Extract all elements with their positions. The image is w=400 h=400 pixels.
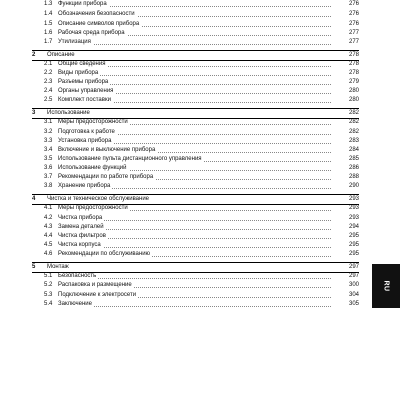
toc-title-text: Замена деталей (58, 224, 104, 230)
toc-title-text: Безопасность (58, 273, 97, 279)
toc-entry-row[interactable] (32, 291, 359, 300)
toc-title-text: Описание символов прибора (58, 21, 140, 27)
toc-page-number: 282 (348, 110, 359, 116)
toc-page-number: 276 (348, 1, 359, 7)
toc-entry-row[interactable] (32, 232, 359, 241)
toc-page-number: 277 (348, 39, 359, 45)
toc-page-number: 285 (348, 156, 359, 162)
toc-title (58, 146, 329, 155)
toc-title-text: Чистка и техническое обслуживание (47, 196, 150, 202)
toc-number: 1.4 (44, 11, 53, 17)
toc-entry-row[interactable] (32, 20, 359, 29)
toc-number: 2.1 (44, 61, 53, 67)
toc-title-text: Описание (47, 52, 75, 58)
toc-chapter-row[interactable] (32, 108, 359, 119)
toc-title (58, 173, 329, 182)
toc-title (58, 118, 329, 127)
toc-title-text: Рекомендации по работе прибора (58, 174, 154, 180)
toc-title-text: Утилизация (58, 39, 91, 45)
toc-number: 1.5 (44, 21, 53, 27)
toc-page-number: 278 (348, 61, 359, 67)
toc-entry-row[interactable] (32, 250, 359, 259)
toc-number: 3.4 (44, 147, 53, 153)
toc-entry-row[interactable] (32, 146, 359, 155)
toc-title (58, 10, 329, 19)
toc-title (58, 78, 329, 87)
toc-number: 1.3 (44, 1, 53, 7)
toc-entry-row[interactable] (32, 38, 359, 47)
toc-title-text: Виды прибора (58, 70, 99, 76)
toc-title-text: Чистка фильтров (58, 233, 106, 239)
toc-entry-row[interactable] (32, 223, 359, 232)
toc-title (47, 195, 329, 204)
toc-entry-row[interactable] (32, 182, 359, 191)
toc-page-number: 294 (348, 224, 359, 230)
toc-entry-row[interactable] (32, 155, 359, 164)
toc-title (47, 51, 329, 60)
toc-title-text: Органы управления (58, 88, 114, 94)
toc-entry-row[interactable] (32, 0, 359, 9)
toc-title-text: Функции прибора (58, 1, 107, 7)
toc-title-text: Разъемы прибора (58, 79, 109, 85)
toc-number: 1.7 (44, 39, 53, 45)
toc-entry-row[interactable] (32, 10, 359, 19)
toc-page-number: 276 (348, 21, 359, 27)
toc-entry-row[interactable] (32, 69, 359, 78)
toc-entry-row[interactable] (32, 241, 359, 250)
toc-page-number: 282 (348, 129, 359, 135)
toc-title-text: Подготовка к работе (58, 129, 115, 135)
toc-entry-row[interactable] (32, 87, 359, 96)
toc-title (58, 96, 329, 105)
toc-page-number: 295 (348, 251, 359, 257)
toc-title (58, 241, 329, 250)
toc-page-number: 295 (348, 242, 359, 248)
toc-page-number: 286 (348, 165, 359, 171)
toc-page-number: 297 (348, 273, 359, 279)
toc-page-number: 290 (348, 183, 359, 189)
toc-number: 5.3 (44, 292, 53, 298)
toc-title-text: Использование функций (58, 165, 127, 171)
toc-title (58, 214, 329, 223)
toc-number: 2.2 (44, 70, 53, 76)
toc-page-number: 297 (348, 264, 359, 270)
toc-page-number: 293 (348, 215, 359, 221)
toc-entry-row[interactable] (32, 60, 359, 69)
toc-page-number: 276 (348, 11, 359, 17)
toc-number: 3.1 (44, 119, 53, 125)
toc-page-number: 288 (348, 174, 359, 180)
toc-title (58, 272, 329, 281)
toc-number: 5 (32, 264, 36, 270)
toc-number: 5.4 (44, 301, 53, 307)
toc-entry-row[interactable] (32, 272, 359, 281)
toc-page-number: 280 (348, 88, 359, 94)
toc-number: 4.5 (44, 242, 53, 248)
toc-number: 3 (32, 110, 36, 116)
toc-entry-row[interactable] (32, 300, 359, 309)
toc-title-text: Монтаж (47, 264, 69, 270)
toc-title (58, 232, 329, 241)
toc-title-text: Меры предосторожности (58, 205, 128, 211)
toc-title-text: Распаковка и размещение (58, 282, 132, 288)
toc-title (58, 155, 329, 164)
toc-title (58, 204, 329, 213)
toc-title-text: Рекомендации по обслуживанию (58, 251, 151, 257)
toc-title (58, 281, 329, 290)
toc-title (47, 263, 329, 272)
toc-chapter-row[interactable] (32, 50, 359, 61)
toc-title-text: Обозначения безопасности (58, 11, 135, 17)
toc-title-text: Хранение прибора (58, 183, 111, 189)
toc-entry-row[interactable] (32, 78, 359, 87)
toc-number: 2.5 (44, 97, 53, 103)
toc-number: 4.6 (44, 251, 53, 257)
toc-entry-row[interactable] (32, 128, 359, 137)
toc-number: 3.2 (44, 129, 53, 135)
toc-title (47, 109, 329, 118)
toc-title-text: Общие сведения (58, 61, 106, 67)
toc-title-text: Использование пульта дистанционного управления (58, 156, 202, 162)
toc-title (58, 223, 329, 232)
toc-title (58, 164, 329, 173)
toc-page-number: 295 (348, 233, 359, 239)
toc-entry-row[interactable] (32, 29, 359, 38)
toc-number: 4 (32, 196, 36, 202)
toc-title-text: Включение и выключение прибора (58, 147, 156, 153)
toc-title (58, 128, 329, 137)
toc-title (58, 20, 329, 29)
toc-number: 5.2 (44, 282, 53, 288)
toc-title-text: Чистка прибора (58, 215, 103, 221)
toc-page-number: 283 (348, 138, 359, 144)
toc-title (58, 182, 329, 191)
toc-number: 3.5 (44, 156, 53, 162)
toc-entry-row[interactable] (32, 164, 359, 173)
toc-page-number: 293 (348, 196, 359, 202)
toc-number: 3.7 (44, 174, 53, 180)
toc-title (58, 291, 329, 300)
toc-number: 3.3 (44, 138, 53, 144)
toc-page-number: 277 (348, 30, 359, 36)
toc-page-number: 284 (348, 147, 359, 153)
toc-title (58, 87, 329, 96)
toc-title-text: Рабочая среда прибора (58, 30, 125, 36)
toc-title (58, 137, 329, 146)
toc-page-number: 282 (348, 119, 359, 125)
toc-number: 2.3 (44, 79, 53, 85)
toc-title-text: Подключение к электросети (58, 292, 137, 298)
toc-page-number: 279 (348, 79, 359, 85)
toc-chapter-row[interactable] (32, 194, 359, 205)
toc-title-text: Меры предосторожности (58, 119, 128, 125)
toc-number: 2 (32, 52, 36, 58)
toc-title (58, 300, 329, 309)
toc-number: 3.8 (44, 183, 53, 189)
toc-page-number: 300 (348, 282, 359, 288)
toc-title (58, 60, 329, 69)
toc-title (58, 69, 329, 78)
toc-entry-row[interactable] (32, 204, 359, 213)
toc-title-text: Чистка корпуса (58, 242, 101, 248)
toc-page-number: 280 (348, 97, 359, 103)
toc-page-number: 278 (348, 70, 359, 76)
toc-page-number: 278 (348, 52, 359, 58)
toc-number: 5.1 (44, 273, 53, 279)
toc-entry-row[interactable] (32, 214, 359, 223)
toc-number: 4.3 (44, 224, 53, 230)
toc-number: 4.4 (44, 233, 53, 239)
toc-title-text: Комплект поставки (58, 97, 111, 103)
toc-number: 2.4 (44, 88, 53, 94)
toc-title (58, 29, 329, 38)
toc-entry-row[interactable] (32, 96, 359, 105)
toc-number: 3.6 (44, 165, 53, 171)
toc-title-text: Использование (47, 110, 90, 116)
toc-entry-row[interactable] (32, 173, 359, 182)
toc-title-text: Установка прибора (58, 138, 112, 144)
toc-entry-row[interactable] (32, 118, 359, 127)
toc-number: 1.6 (44, 30, 53, 36)
toc-entry-row[interactable] (32, 137, 359, 146)
toc-page-number: 305 (348, 301, 359, 307)
toc-number: 4.1 (44, 205, 53, 211)
language-tab-label: RU (382, 280, 390, 292)
toc-page-number: 304 (348, 292, 359, 298)
toc-entry-row[interactable] (32, 281, 359, 290)
toc-title (58, 38, 329, 47)
toc-number: 4.2 (44, 215, 53, 221)
toc-title (58, 250, 329, 259)
language-tab[interactable] (372, 264, 400, 308)
toc-title-text: Заключение (58, 301, 92, 307)
toc-chapter-row[interactable] (32, 262, 359, 273)
toc-title (58, 0, 329, 9)
toc-page-number: 293 (348, 205, 359, 211)
